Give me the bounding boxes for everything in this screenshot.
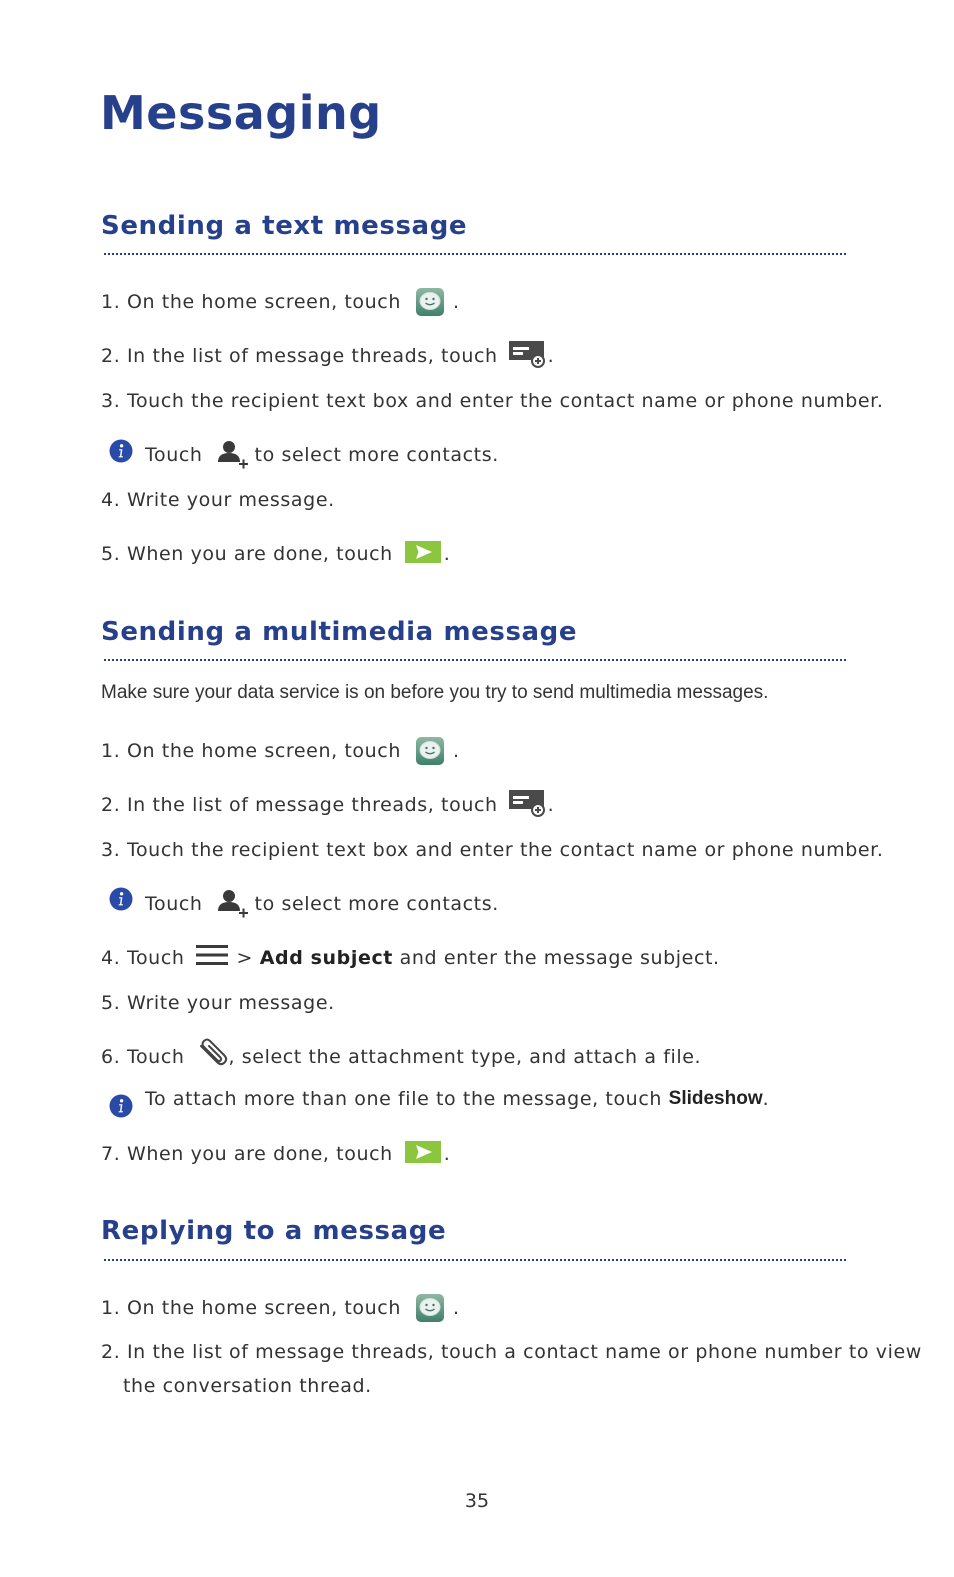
add-contact-icon [217,438,249,470]
step-text-5: 5. When you are done, touch . [101,540,450,568]
step-text-5 [101,989,335,1017]
step-text-2: 2. In the list of message threads, touch . [101,342,554,370]
section-heading-replying: Replying to a message [101,1216,447,1246]
new-message-icon [508,338,548,368]
info-icon [109,439,133,463]
messaging-app-icon [415,287,445,317]
slideshow-option: Slideshow [668,1088,763,1109]
note-select-contacts: Touch to select more contacts. [145,440,499,470]
send-icon [405,1141,441,1163]
step-number: 3. [101,839,121,861]
page-title: Messaging [100,86,382,140]
section-heading-sending-text: Sending a text message [101,211,468,241]
note-slideshow: To attach more than one file to the message, touch Slideshow . [145,1085,769,1113]
step-text-3 [101,836,883,864]
info-icon [109,1094,133,1118]
step-text: On the home screen, touch [126,740,401,762]
intro-paragraph: Make sure your data service is on before you try to send multimedia messages. [101,682,769,703]
step-number: 3. [101,390,121,412]
step-text: In the list of message threads, touch [126,345,498,367]
step-text: On the home screen, touch [126,1297,401,1319]
step-text: Touch [126,947,185,969]
step-text: Touch [126,1046,185,1068]
step-text: Write your message. [126,489,335,511]
step-text: In the list of message threads, touch [126,794,498,816]
step-text-2 [101,1338,922,1366]
step-number: 2. [101,345,121,367]
messaging-app-icon [415,736,445,766]
step-number: 1. [101,1297,121,1319]
step-text-4 [101,486,335,514]
attachment-icon [195,1038,229,1068]
step-text-7: 7. When you are done, touch . [101,1140,450,1168]
step-text: In the list of message threads, touch a contact name or phone number to view [126,1341,922,1363]
step-number: 7. [101,1143,121,1165]
step-number: 4. [101,947,121,969]
step-text: When you are done, touch [126,543,393,565]
step-text-1: 1. On the home screen, touch . [101,1293,460,1323]
send-icon [405,541,441,563]
step-number: 1. [101,291,121,313]
messaging-app-icon [415,1293,445,1323]
step-text: the conversation thread. [123,1375,372,1397]
section-heading-sending-multimedia: Sending a multimedia message [101,617,578,647]
menu-icon [195,943,229,967]
section-divider [104,253,846,255]
section-divider [104,659,846,661]
step-text-4: 4. Touch > Add subject and enter the message subject. [101,944,720,972]
info-icon [109,887,133,911]
step-number: 2. [101,1341,121,1363]
new-message-icon [508,787,548,817]
step-number: 1. [101,740,121,762]
step-text-3 [101,387,883,415]
page-number: 35 [464,1490,490,1512]
step-number: 5. [101,992,121,1014]
step-number: 5. [101,543,121,565]
note-select-contacts: Touch to select more contacts. [145,889,499,919]
add-contact-icon [217,887,249,919]
step-text-1: 1. On the home screen, touch . [101,287,460,317]
step-text: Write your message. [126,992,335,1014]
step-text: Touch the recipient text box and enter the contact name or phone number. [126,390,884,412]
step-number: 6. [101,1046,121,1068]
step-text: Touch the recipient text box and enter the contact name or phone number. [126,839,884,861]
step-number: 4. [101,489,121,511]
step-text-6: 6. Touch , select the attachment type, and attach a file. [101,1043,701,1071]
step-text-2-continued [123,1372,372,1400]
step-number: 2. [101,794,121,816]
step-text: On the home screen, touch [126,291,401,313]
section-divider [104,1259,846,1261]
step-text-2: 2. In the list of message threads, touch . [101,791,554,819]
step-text: When you are done, touch [126,1143,393,1165]
step-text-1: 1. On the home screen, touch . [101,736,460,766]
menu-option-add-subject: Add subject [259,947,393,969]
